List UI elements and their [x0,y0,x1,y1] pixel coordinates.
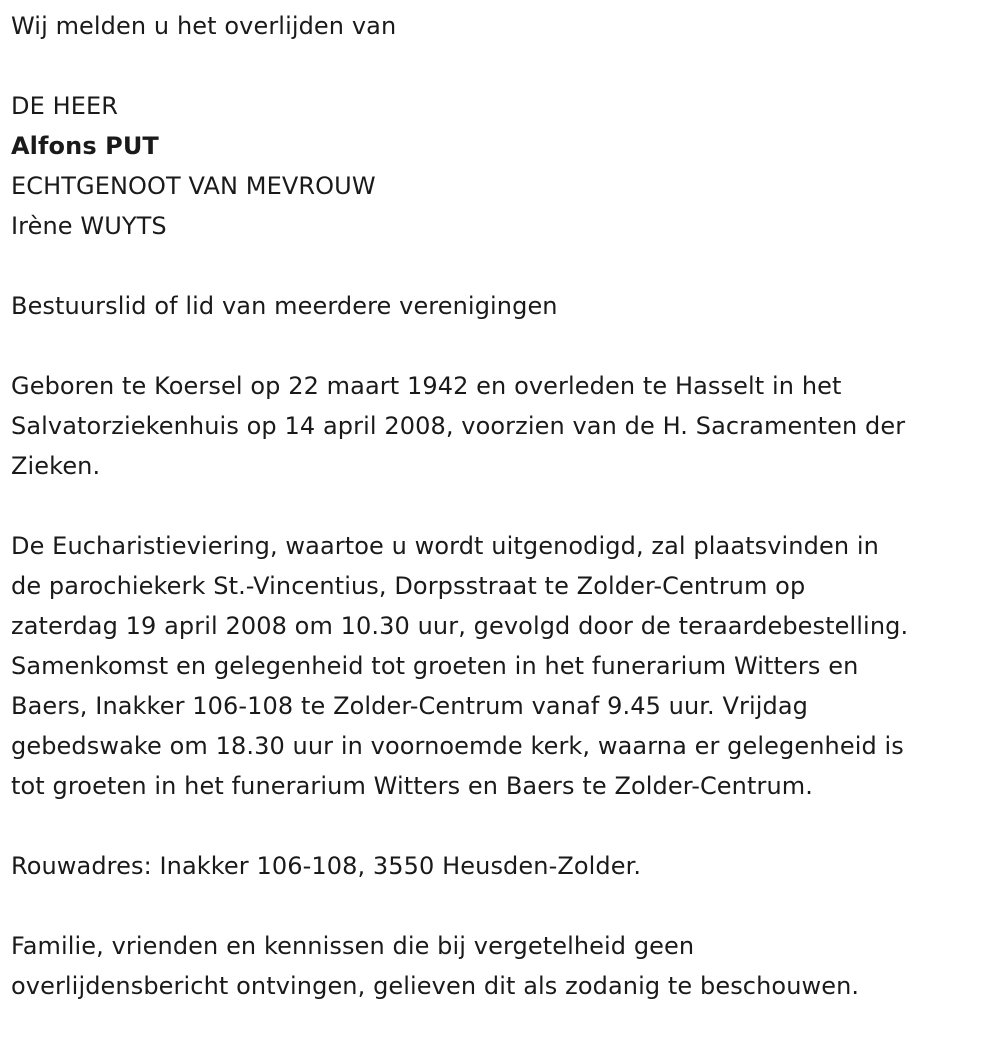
spacer [11,486,996,526]
paragraph-line: Salvatorziekenhuis op 14 april 2008, voorzien van de H. Sacramenten der [11,412,906,440]
paragraph-line: tot groeten in het funerarium Witters en Baers te Zolder-Centrum. [11,772,813,800]
closing-paragraph [11,926,996,1006]
ceremony-paragraph [11,526,996,806]
address-text: Rouwadres: Inakker 106-108, 3550 Heusden-Zolder. [11,852,642,880]
spacer [11,46,996,86]
title-text: DE HEER [11,92,119,120]
paragraph-line: zaterdag 19 april 2008 om 10.30 uur, gevolgd door de teraardebestelling. [11,612,909,640]
intro-text: Wij melden u het overlijden van [11,12,397,40]
paragraph-line: Samenkomst en gelegenheid tot groeten in het funerarium Witters en [11,652,859,680]
paragraph-line: Baers, Inakker 106-108 te Zolder-Centrum vanaf 9.45 uur. Vrijdag [11,692,809,720]
paragraph-line: de parochiekerk St.-Vincentius, Dorpsstraat te Zolder-Centrum op [11,572,806,600]
spouse-label: ECHTGENOOT VAN MEVROUW [11,172,376,200]
spouse-name: Irène WUYTS [11,212,167,240]
role-text: Bestuurslid of lid van meerdere verenigingen [11,292,558,320]
paragraph-line: Familie, vrienden en kennissen die bij vergetelheid geen [11,932,695,960]
spacer [11,246,996,286]
paragraph-line: De Eucharistieviering, waartoe u wordt uitgenodigd, zal plaatsvinden in [11,532,879,560]
paragraph-line: gebedswake om 18.30 uur in voornoemde kerk, waarna er gelegenheid is [11,732,904,760]
death-notice [11,6,996,1006]
birth-death-paragraph [11,366,996,486]
paragraph-line: Geboren te Koersel op 22 maart 1942 en overleden te Hasselt in het [11,372,842,400]
spacer [11,326,996,366]
paragraph-line: Zieken. [11,452,101,480]
spacer [11,806,996,846]
deceased-name: Alfons PUT [11,132,159,160]
spacer [11,886,996,926]
paragraph-line: overlijdensbericht ontvingen, gelieven dit als zodanig te beschouwen. [11,972,860,1000]
